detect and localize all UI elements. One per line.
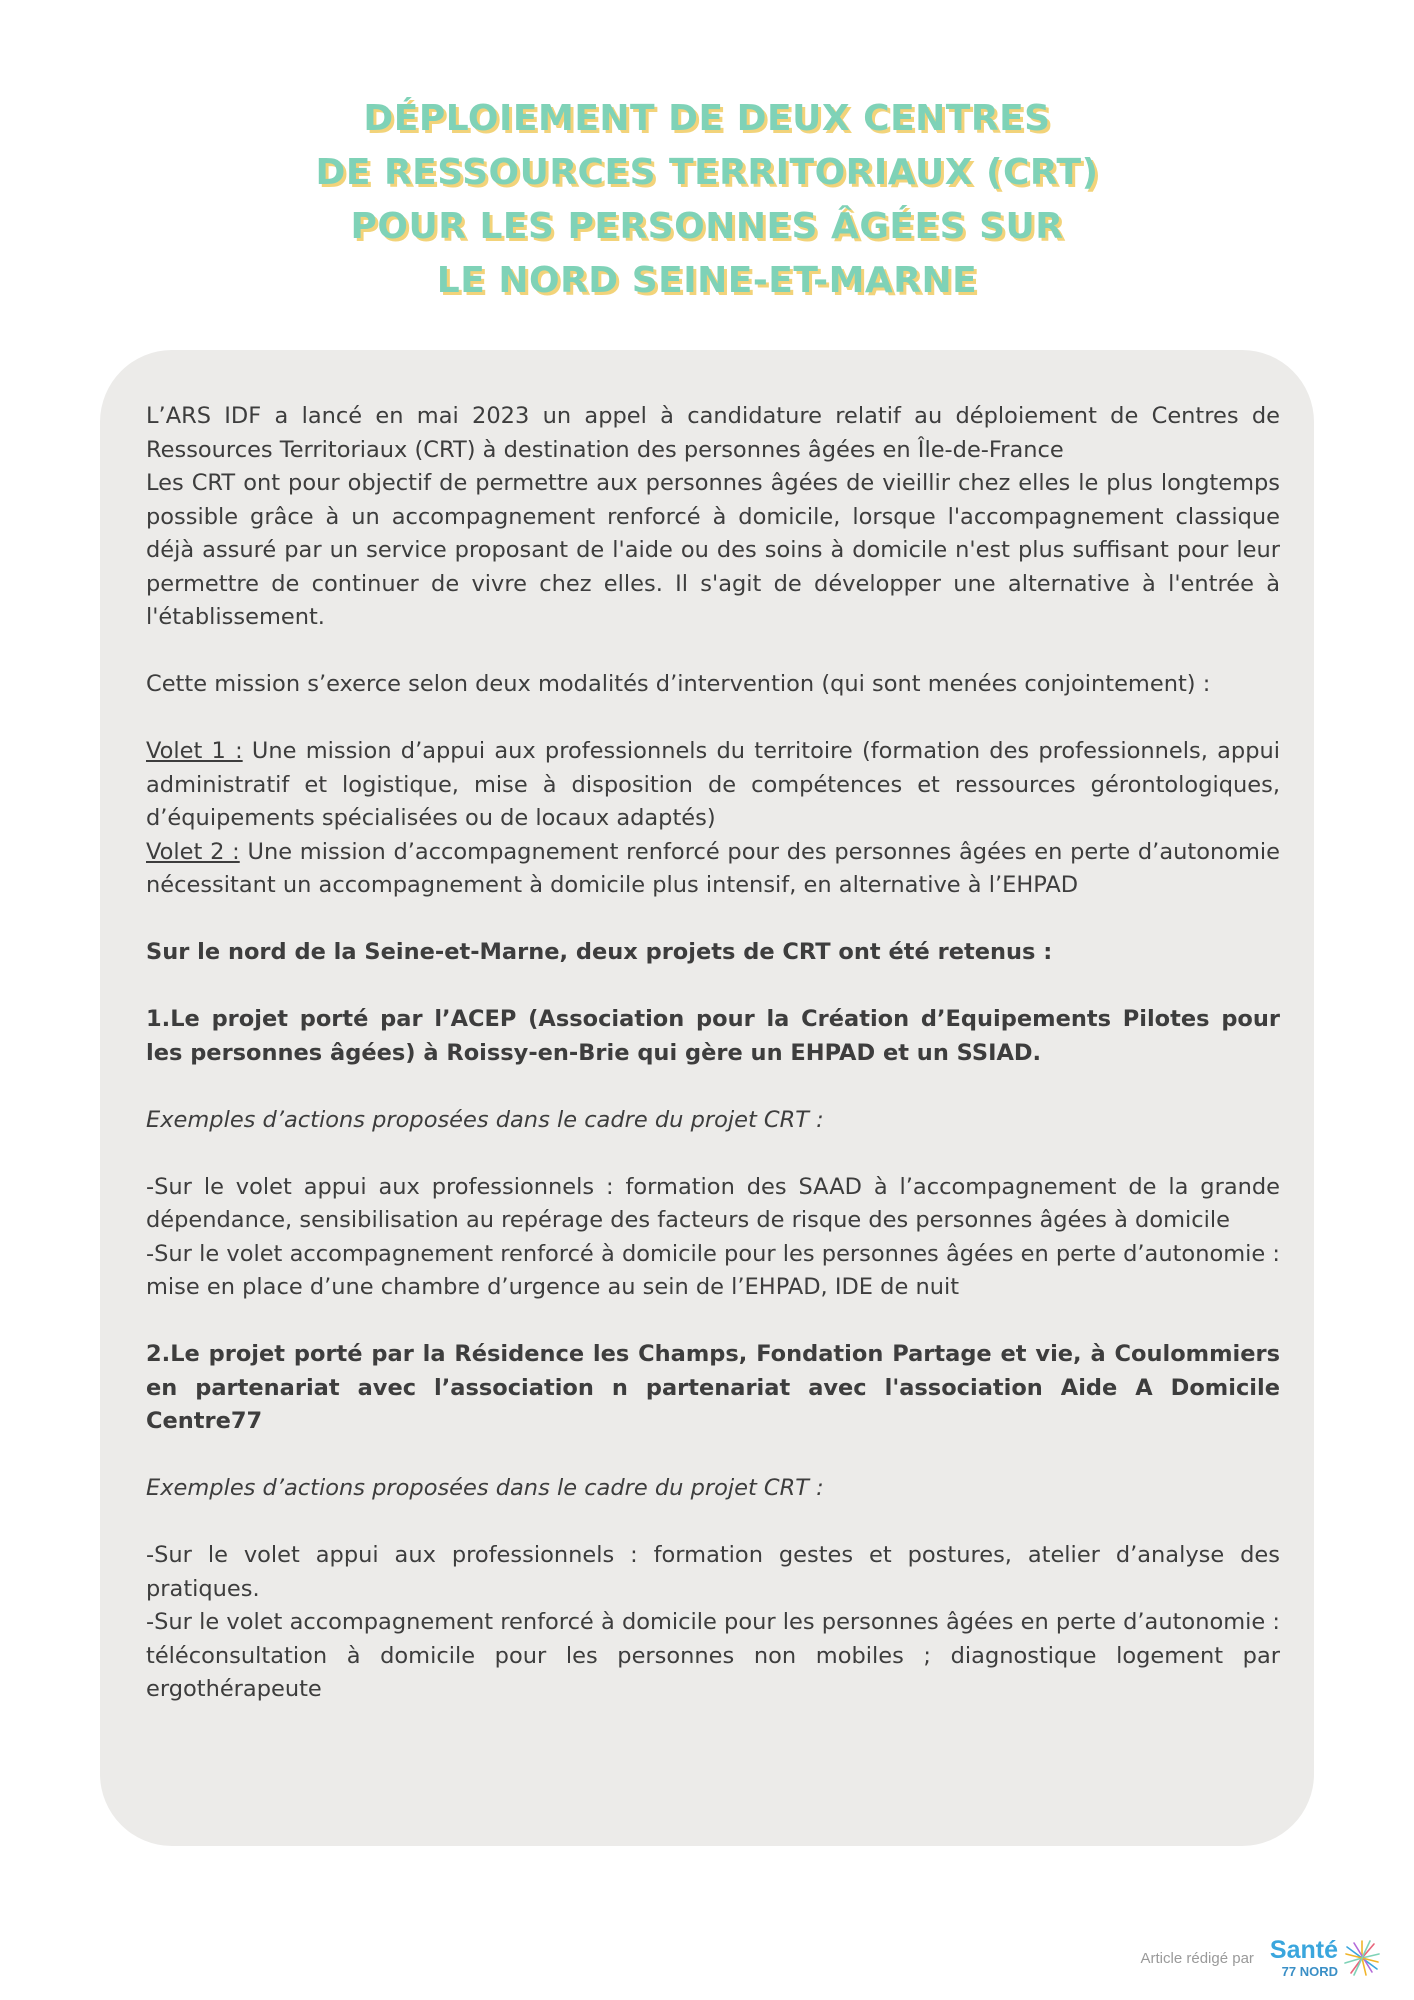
logo-main-text: Santé <box>1269 1936 1338 1964</box>
volet-label: Volet 2 : <box>146 838 240 865</box>
examples-label: Exemples d’actions proposées dans le cadre du projet CRT : <box>146 1475 824 1501</box>
examples-label: Exemples d’actions proposées dans le cadre du projet CRT : <box>146 1106 824 1133</box>
action-item: -Sur le volet appui aux professionnels : formation gestes et postures, atelier d’analyse des pratiques. <box>146 1542 1280 1602</box>
intro-paragraph: Les CRT ont pour objectif de permettre aux personnes âgées de vieillir chez elles le plus longtemps possible grâce à un accompagnement renforcé à domicile, lorsque l'accompagnement classique déjà assuré par un service proposant de l'aide ou des soins à domicile n'est plus suffisant pour leur permettre de continuer de vivre chez elles. Il s'agit de développer une alternative à l'entrée à l'établissement. <box>146 470 1280 630</box>
footer-credit: Article rédigé par <box>1140 1949 1254 1967</box>
action-item: -Sur le volet appui aux professionnels : formation des SAAD à l’accompagnement de la grande dépendance, sensibilisation au repérage des facteurs de risque des personnes âgées à domicile <box>146 1173 1280 1233</box>
action-item: -Sur le volet accompagnement renforcé à domicile pour les personnes âgées en perte d’autonomie : téléconsultation à domicile pour les personnes non mobiles ; diagnostique logement par ergothérapeute <box>146 1609 1280 1702</box>
title-line: DE RESSOURCES TERRITORIAUX (CRT) <box>315 152 1099 193</box>
logo-sub-text: 77 NORD <box>1281 1964 1338 1979</box>
project-heading: 1.Le projet porté par l’ACEP (Association pour la Création d’Equipements Pilotes pour les personnes âgées) à Roissy-en-Brie qui gère un EHPAD et un SSIAD. <box>146 1006 1280 1066</box>
retained-heading: Sur le nord de la Seine-et-Marne, deux projets de CRT ont été retenus : <box>146 939 1053 965</box>
page-title <box>0 92 1414 308</box>
intro-paragraph: L’ARS IDF a lancé en mai 2023 un appel à candidature relatif au déploiement de Centres de Ressources Territoriaux (CRT) à destination des personnes âgées en Île-de-France <box>146 403 1280 463</box>
article-body <box>146 400 1280 1707</box>
action-item: -Sur le volet accompagnement renforcé à domicile pour les personnes âgées en perte d’autonomie : mise en place d’une chambre d’urgence au sein de l’EHPAD, IDE de nuit <box>146 1240 1280 1300</box>
footer <box>1141 1938 1382 1978</box>
volet-text: Une mission d’accompagnement renforcé pour des personnes âgées en perte d’autonomie nécessitant un accompagnement à domicile plus intensif, en alternative à l’EHPAD <box>146 838 1281 898</box>
title-line: POUR LES PERSONNES ÂGÉES SUR <box>350 206 1064 247</box>
intro-paragraph: Cette mission s’exerce selon deux modalités d’intervention (qui sont menées conjointement) : <box>146 671 1211 697</box>
sante-77-nord-logo <box>1270 1938 1382 1978</box>
volet-text: Une mission d’appui aux professionnels du territoire (formation des professionnels, appui administratif et logistique, mise à disposition de compétences et ressources gérontologiques, d’équipements spécialisées ou de locaux adaptés) <box>146 738 1280 831</box>
title-line: LE NORD SEINE-ET-MARNE <box>436 260 978 301</box>
title-line: DÉPLOIEMENT DE DEUX CENTRES <box>363 98 1051 139</box>
starburst-icon <box>1342 1938 1382 1978</box>
volet-item <box>146 836 1280 903</box>
volet-label: Volet 1 : <box>146 738 243 764</box>
project-heading: 2.Le projet porté par la Résidence les Champs, Fondation Partage et vie, à Coulommiers en partenariat avec l’association n partenariat avec l'association Aide A Domicile Centre77 <box>146 1341 1280 1434</box>
volet-item <box>146 735 1280 836</box>
